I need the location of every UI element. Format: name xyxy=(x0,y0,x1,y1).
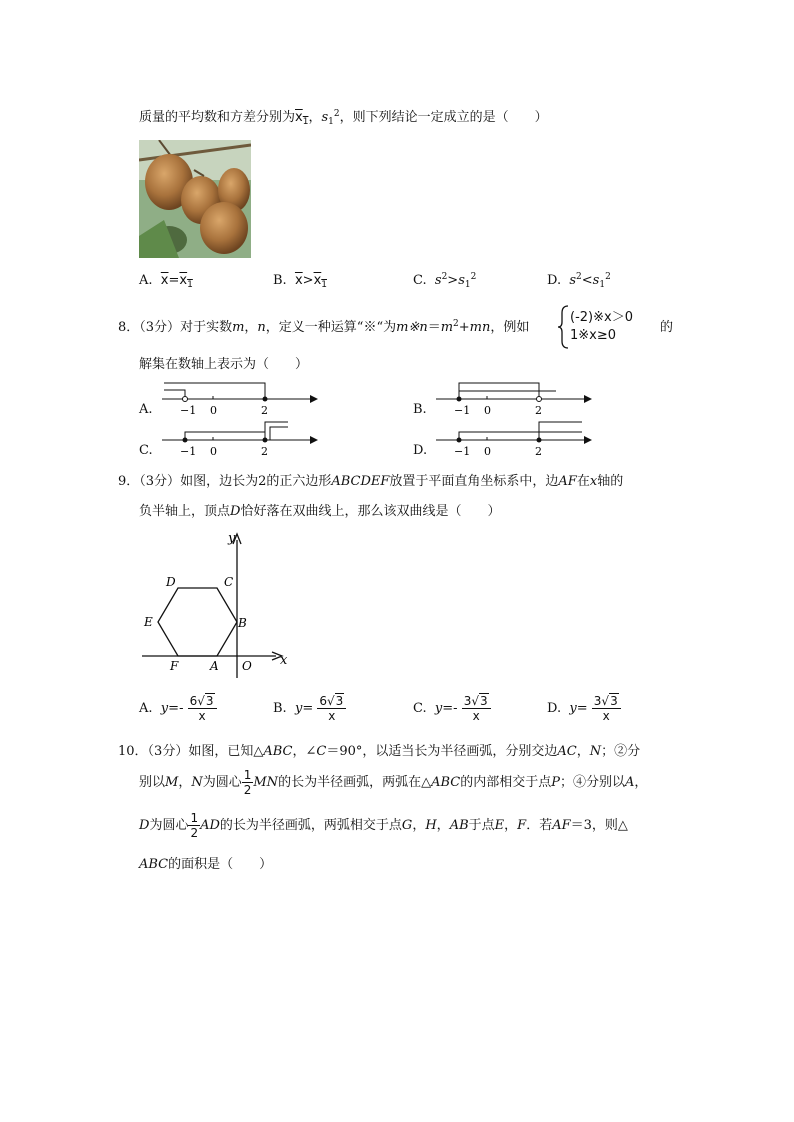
tick-0: 0 xyxy=(484,445,491,458)
vertex-d: D xyxy=(166,575,176,589)
tick-neg1: −1 xyxy=(454,404,471,417)
y-axis-label: y xyxy=(228,531,236,546)
q10-line2: 别以M，N为圆心 $\frac{1}{2}$ MN的长为半径画弧，两弧在△ABC的内部相交于点P；④分别以A， xyxy=(139,768,648,797)
q9-option-b[interactable]: B. y= $\frac{6√3}{x}$ xyxy=(273,694,346,723)
q10-line1: 10．（3分）如图，已知△ABC，∠C＝90°，以适当长为半径画弧，分别交边AC，N；②分 xyxy=(118,744,641,759)
tick-2: 2 xyxy=(535,445,542,458)
q9-option-c[interactable]: C. y=- $\frac{3√3}{x}$ xyxy=(413,694,491,723)
q8-stem-suffix: 的 xyxy=(660,320,674,335)
number-line-c[interactable] xyxy=(160,418,320,460)
xbar1: $x_1$ xyxy=(295,110,309,127)
q9-line2: 负半轴上，顶点D恰好落在双曲线上，那么该双曲线是（ ） xyxy=(139,504,501,519)
tick-2: 2 xyxy=(261,445,268,458)
system-brace xyxy=(558,305,570,349)
q9-option-a[interactable]: A. y=- $\frac{6√3}{x}$ xyxy=(139,694,217,723)
q10-line4: ABC的面积是（ ） xyxy=(139,857,273,872)
tick-neg1: −1 xyxy=(180,445,197,458)
q8-stem: 8．（3分）对于实数m，n，定义一种运算“※“为$m※n=m^2+mn$，例如 xyxy=(118,319,530,335)
vertex-e: E xyxy=(144,615,153,629)
q7-option-c[interactable]: C. $s^2>s_1^2$ xyxy=(413,272,477,290)
tick-0: 0 xyxy=(484,404,491,417)
number-line-b[interactable] xyxy=(434,378,594,418)
tick-0: 0 xyxy=(210,404,217,417)
number-line-a[interactable] xyxy=(160,378,320,418)
x-axis-label: x xyxy=(280,653,288,668)
number-line-d[interactable] xyxy=(434,418,594,460)
origin-label: O xyxy=(242,659,252,673)
tick-2: 2 xyxy=(535,404,542,417)
q8-system-line2: 1※x≥0 xyxy=(570,328,617,343)
q8-option-b-label[interactable]: B. xyxy=(413,402,427,417)
vertex-c: C xyxy=(224,575,234,589)
vertex-a: A xyxy=(210,659,219,673)
q8-option-a-label[interactable]: A. xyxy=(139,402,153,417)
q8-option-c-label[interactable]: C. xyxy=(139,443,153,458)
tick-neg1: −1 xyxy=(454,445,471,458)
q8-option-d-label[interactable]: D. xyxy=(413,443,428,458)
tick-0: 0 xyxy=(210,445,217,458)
q8-system-line1: (-2)※x＞0 xyxy=(570,310,633,325)
kiwi-photo xyxy=(139,140,251,258)
q7-option-a[interactable]: A. $\overline{x}=x_1$ xyxy=(139,273,193,290)
q9-option-d[interactable]: D. y= $\frac{3√3}{x}$ xyxy=(547,694,621,723)
q7-option-d[interactable]: D. $s^2<s_1^2$ xyxy=(547,272,611,290)
tick-2: 2 xyxy=(261,404,268,417)
q7-option-b[interactable]: B. $\overline{x}>x_1$ xyxy=(273,273,327,290)
q8-line2: 解集在数轴上表示为（ ） xyxy=(139,357,309,372)
vertex-b: B xyxy=(238,616,247,630)
q7-stem: 质量的平均数和方差分别为$x_1$，$s_1^2$，则下列结论一定成立的是（ ） xyxy=(139,109,548,127)
tick-neg1: −1 xyxy=(180,404,197,417)
vertex-f: F xyxy=(170,659,179,673)
q9-line1: 9．（3分）如图，边长为2的正六边形ABCDEF放置于平面直角坐标系中，边AF在x轴的 xyxy=(118,474,624,489)
q10-line3: D为圆心 $\frac{1}{2}$ AD的长为半径画弧，两弧相交于点G，H，AB于点E，F．若AF＝3，则△ xyxy=(139,811,628,840)
hexagon-figure xyxy=(140,530,300,680)
